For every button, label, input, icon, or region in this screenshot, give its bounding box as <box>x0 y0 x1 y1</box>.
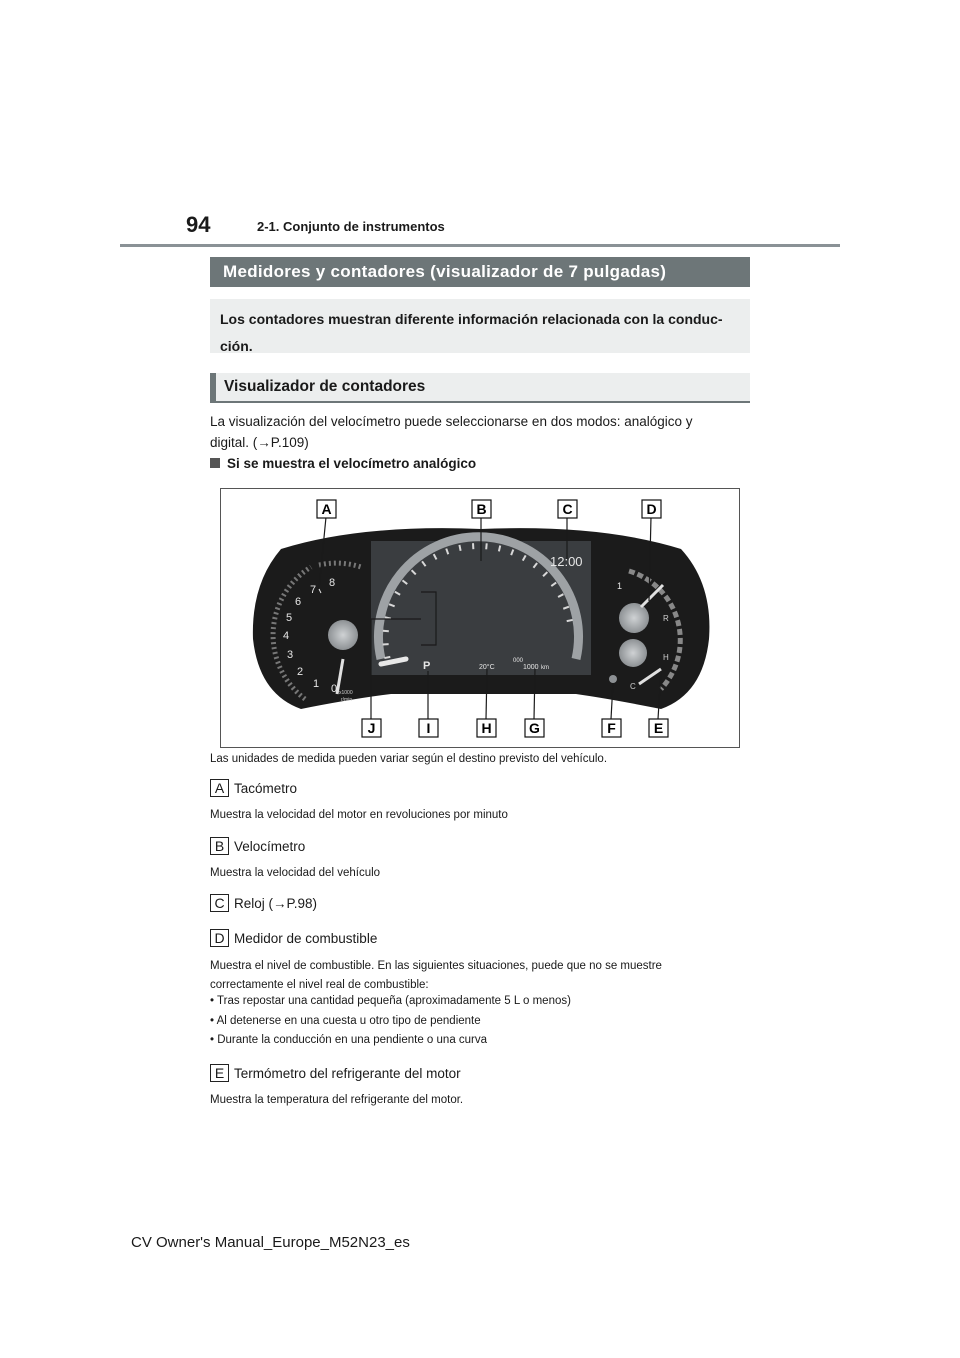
item-desc-e: Muestra la temperatura del refrigerante del motor. <box>210 1094 464 1106</box>
speed-tick <box>567 620 573 621</box>
square-bullet-icon <box>210 458 220 468</box>
callout-d: D <box>646 501 657 517</box>
gear-indicator: P <box>423 660 431 672</box>
item-desc-d-1: Muestra el nivel de combustible. En las siguientes situaciones, puede que no se muestre <box>210 960 662 972</box>
section-heading: Medidores y contadores (visualizador de 7 pulgadas) <box>210 257 750 287</box>
item-title-e: Termómetro del refrigerante del motor <box>234 1065 461 1081</box>
intro-line-2: ción. <box>220 338 253 354</box>
bullet-heading <box>210 456 476 471</box>
speed-tick <box>384 657 390 658</box>
subheading-rule <box>210 401 750 403</box>
callout-e: E <box>653 720 664 736</box>
callout-c: C <box>562 501 573 517</box>
item-letter-d: D <box>210 929 229 947</box>
clock-readout: 12:00 <box>550 554 583 569</box>
paragraph <box>210 411 750 453</box>
footer-text: CV Owner's Manual_Europe_M52N23_es <box>131 1234 410 1251</box>
fuel-knob <box>619 603 649 633</box>
speed-tick <box>459 545 460 551</box>
item-desc-b: Muestra la velocidad del vehículo <box>210 867 381 879</box>
tach-number-0: 0 <box>331 683 338 695</box>
speed-tick <box>383 631 389 632</box>
subheading: Visualizador de contadores <box>210 373 750 402</box>
callout-i: I <box>426 720 431 736</box>
item-title-a: Tacómetro <box>234 780 298 796</box>
tachometer-knob <box>328 620 358 650</box>
item-desc-d-2: correctamente el nivel real de combustible: <box>210 979 429 991</box>
page-number: 94 <box>186 212 211 237</box>
speed-tick <box>486 543 487 549</box>
temp-knob <box>619 639 647 667</box>
intro-box <box>210 299 750 353</box>
cluster-illustration <box>221 489 741 749</box>
h-mark: H <box>663 653 669 662</box>
item-desc-a: Muestra la velocidad del motor en revoluciones por minuto <box>210 809 508 821</box>
c-mark: C <box>630 682 636 691</box>
bullet-item: • Al detenerse en una cuesta u otro tipo de pendiente <box>210 1015 481 1027</box>
indicator-lamp <box>609 675 617 683</box>
odometer-unit: km <box>541 665 549 671</box>
tach-number-5: 5 <box>286 612 293 624</box>
odometer-readout: 1000 <box>523 664 539 671</box>
tach-number-2: 2 <box>297 666 304 678</box>
temperature-readout: 20°C <box>479 664 495 671</box>
tach-number-6: 6 <box>295 596 302 608</box>
item-letter-b: B <box>210 837 229 855</box>
item-title-b: Velocímetro <box>234 838 306 854</box>
paragraph-line-1: La visualización del velocímetro puede seleccionarse en dos modos: analógico y <box>210 414 693 429</box>
item-c <box>210 894 317 912</box>
bullet-item: • Tras repostar una cantidad pequeña (aproximadamente 5 L o menos) <box>210 995 571 1007</box>
instrument-cluster-figure <box>220 488 740 748</box>
tach-number-7: 7 <box>310 584 317 596</box>
tach-number-4: 4 <box>283 630 290 642</box>
item-a <box>210 779 297 797</box>
header-rule <box>120 244 840 247</box>
item-d <box>210 929 377 947</box>
item-letter-a: A <box>210 779 229 797</box>
r-mark: R <box>663 614 669 623</box>
figure-caption: Las unidades de medida pueden variar según el destino previsto del vehículo. <box>210 753 608 765</box>
tach-number-3: 3 <box>287 649 294 661</box>
callout-a: A <box>321 501 332 517</box>
tach-unit-top: x1000 <box>339 690 353 696</box>
tach-number-8: 8 <box>329 577 336 589</box>
section-title: 2-1. Conjunto de instrumentos <box>257 219 445 234</box>
callout-b: B <box>476 501 487 517</box>
trip-readout: 000 <box>513 658 524 664</box>
paragraph-line-2: digital. (→P.109) <box>210 435 309 450</box>
callout-h: H <box>481 720 492 736</box>
tach-number-1: 1 <box>313 678 320 690</box>
item-title-c: Reloj (→P.98) <box>234 895 318 911</box>
intro-line-1: Los contadores muestran diferente información relacionada con la conduc- <box>220 311 723 327</box>
callout-g: G <box>529 720 540 736</box>
callout-j: J <box>367 720 376 736</box>
item-letter-e: E <box>210 1064 229 1082</box>
callout-f: F <box>607 720 616 736</box>
item-e <box>210 1064 461 1082</box>
speed-tick <box>499 545 500 551</box>
tach-unit-bottom: r/min <box>341 697 353 703</box>
bullet-heading-text: Si se muestra el velocímetro analógico <box>227 456 477 471</box>
item-b <box>210 837 305 855</box>
item-letter-c: C <box>210 894 229 912</box>
bullet-item: • Durante la conducción en una pendiente o una curva <box>210 1034 488 1046</box>
item-title-d: Medidor de combustible <box>234 930 378 946</box>
fuel-mark: 1 <box>617 581 623 591</box>
